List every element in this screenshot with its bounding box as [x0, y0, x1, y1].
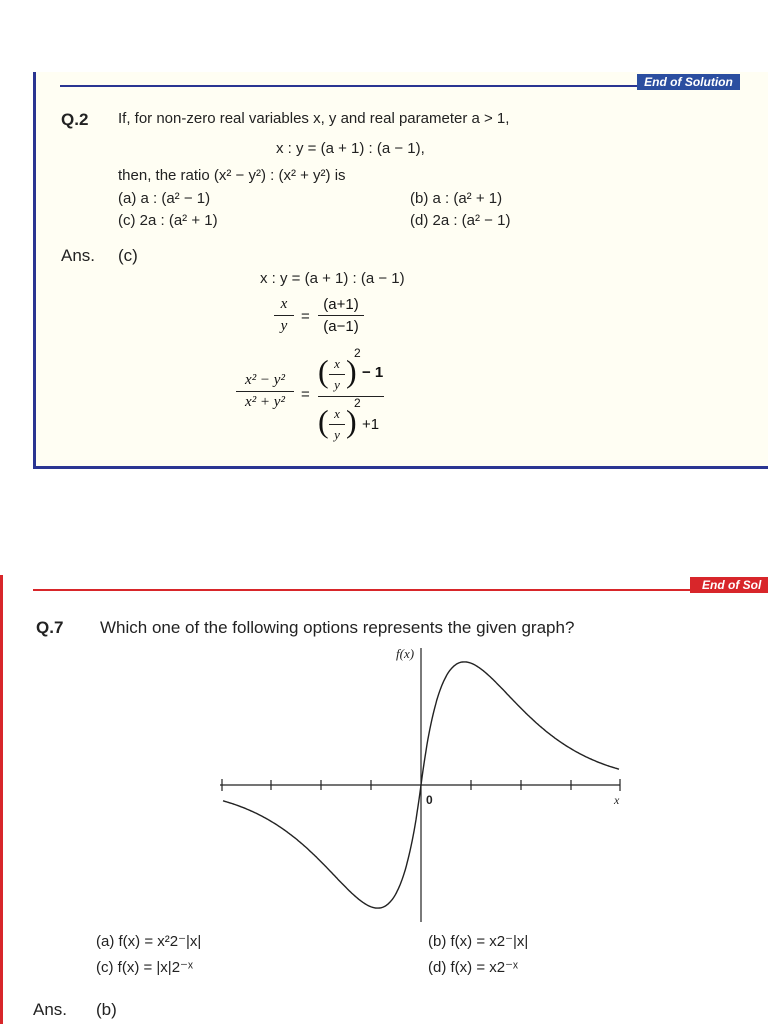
q2-frac1-den: y: [280, 318, 288, 334]
q2-then-text: then, the ratio (x² − y²) : (x² + y²) is: [118, 167, 346, 184]
q2-rhs-exp-top: 2: [354, 346, 361, 360]
q7-option-a: (a) f(x) = x²2⁻|x|: [96, 933, 202, 950]
q2-given-ratio: x : y = (a + 1) : (a − 1),: [276, 140, 425, 157]
q7-option-d: (d) f(x) = x2⁻ˣ: [428, 959, 518, 976]
q2-frac2-den: (a−1): [323, 318, 359, 335]
q7-top-rule: [33, 589, 690, 591]
q2-rhs-inner-frac-bottom: [329, 406, 345, 443]
q2-frac-rhs: [318, 346, 386, 447]
q7-stem: Which one of the following options represents the given graph?: [100, 618, 575, 637]
q2-ans-label: Ans.: [61, 246, 96, 265]
q7-x-axis-label: x: [614, 793, 620, 807]
q2-rhs-inner-num-bottom: x: [329, 406, 345, 425]
q2-end-of-solution-tag: End of Solution: [637, 74, 740, 90]
q7-graph: [210, 640, 630, 930]
q2-lhs-den: x² + y²: [245, 394, 285, 410]
q2-top-rule: [60, 85, 637, 87]
q2-rhs-open-paren-top: (: [318, 353, 329, 389]
q7-y-axis-label: f(x): [396, 646, 415, 661]
q2-frac-x-over-y: [274, 296, 294, 335]
q2-equals-2: =: [301, 386, 310, 403]
q2-ans-value: (c): [118, 246, 138, 265]
q7-origin-label: 0: [426, 793, 433, 807]
q2-option-b: (b) a : (a² + 1): [410, 190, 503, 207]
q2-stem: If, for non-zero real variables x, y and real parameter a > 1,: [118, 110, 510, 127]
q2-rhs-frac-bar: [318, 396, 384, 397]
q2-rhs-close-paren-bottom: ): [346, 403, 357, 439]
q2-step1: x : y = (a + 1) : (a − 1): [260, 270, 405, 287]
q7-option-b: (b) f(x) = x2⁻|x|: [428, 933, 529, 950]
q2-rhs-plus-one: +1: [362, 416, 380, 433]
q2-rhs-close-paren-top: ): [346, 353, 357, 389]
q7-option-c: (c) f(x) = |x|2⁻ˣ: [96, 959, 193, 976]
q7-ans-label: Ans.: [33, 1000, 68, 1019]
q2-frac1-num: x: [274, 296, 294, 316]
q2-frac2-num: (a+1): [318, 296, 364, 316]
q2-rhs-inner-frac-top: [329, 356, 345, 393]
q2-rhs-inner-num-top: x: [329, 356, 345, 375]
q2-rhs-exp-bottom: 2: [354, 396, 361, 410]
q7-ans-value: (b): [96, 1000, 117, 1019]
q2-option-d: (d) 2a : (a² − 1): [410, 212, 511, 229]
q2-equals-1: =: [301, 308, 310, 325]
q2-option-c: (c) 2a : (a² + 1): [118, 212, 218, 229]
q2-lhs-num: x² − y²: [236, 372, 294, 392]
q2-frac-lhs: [236, 372, 294, 411]
q2-number: Q.2: [61, 110, 89, 129]
q2-frac-a-ratio: [318, 296, 364, 335]
q2-rhs-inner-den-bottom: y: [334, 427, 340, 442]
q2-option-a: (a) a : (a² − 1): [118, 190, 211, 207]
q7-number: Q.7: [36, 618, 64, 637]
q2-rhs-minus-one: − 1: [362, 364, 384, 381]
q2-rhs-inner-den-top: y: [334, 377, 340, 392]
q2-rhs-open-paren-bottom: (: [318, 403, 329, 439]
q7-end-of-solution-tag: End of Sol: [690, 577, 768, 593]
